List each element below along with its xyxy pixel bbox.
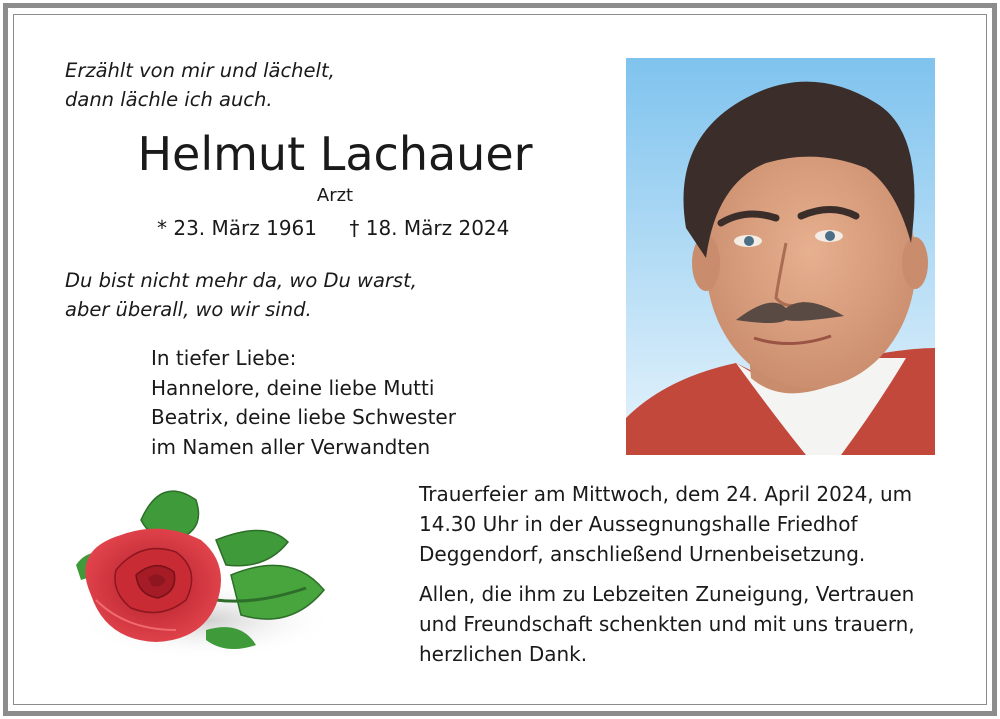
- motto-bottom-line: Du bist nicht mehr da, wo Du warst,: [65, 269, 417, 292]
- funeral-service-info: [419, 479, 949, 569]
- rose-image: [66, 480, 336, 660]
- thanks-line: Allen, die ihm zu Lebzeiten Zuneigung, Vertrauen: [419, 582, 915, 606]
- thanks-note: [419, 579, 949, 669]
- mourners-line: In tiefer Liebe:: [151, 346, 297, 370]
- service-line: Trauerfeier am Mittwoch, dem 24. April 2024, um: [419, 482, 913, 506]
- mourners: [151, 344, 456, 462]
- thanks-line: herzlichen Dank.: [419, 642, 588, 666]
- service-line: Deggendorf, anschließend Urnenbeisetzung.: [419, 542, 866, 566]
- service-line: 14.30 Uhr in der Aussegnungshalle Friedhof: [419, 512, 858, 536]
- mourners-line: Hannelore, deine liebe Mutti: [151, 375, 435, 400]
- motto-top: [65, 56, 335, 114]
- mourners-line: Beatrix, deine liebe Schwester: [151, 405, 456, 429]
- portrait-illustration: [626, 58, 935, 455]
- profession: Arzt: [316, 185, 354, 206]
- motto-top-line: dann lächle ich auch.: [65, 88, 273, 111]
- deceased-name: Helmut Lachauer: [137, 127, 533, 181]
- motto-bottom: [65, 266, 417, 324]
- motto-bottom-line: aber überall, wo wir sind.: [65, 298, 312, 321]
- birth-date: * 23. März 1961: [157, 216, 318, 240]
- portrait-photo: [626, 58, 935, 455]
- mourners-line: im Namen aller Verwandten: [151, 434, 431, 459]
- rose-illustration: [66, 480, 336, 660]
- motto-top-line: Erzählt von mir und lächelt,: [65, 59, 335, 82]
- death-date: † 18. März 2024: [349, 216, 510, 240]
- thanks-line: und Freundschaft schenkten und mit uns trauern,: [419, 612, 915, 636]
- life-dates: [157, 214, 509, 242]
